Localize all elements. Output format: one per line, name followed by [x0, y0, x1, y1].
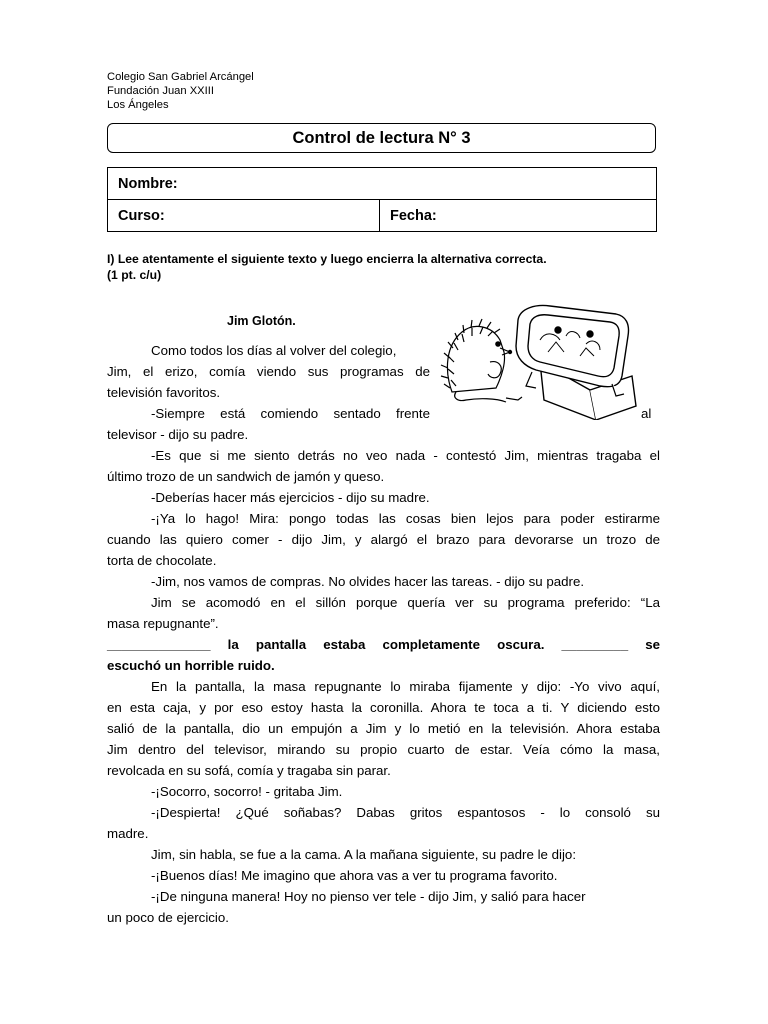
- story-line: televisión favoritos.: [107, 385, 221, 400]
- story-line: -Jim, nos vamos de compras. No olvides hacer las tareas. - dijo su padre.: [151, 574, 585, 589]
- television-icon: [516, 306, 636, 420]
- story-line: en esta caja, y por eso estoy hasta la coronilla. Ahora te toca a ti. Y diciendo esto: [107, 700, 660, 715]
- student-info-table: [107, 167, 657, 232]
- school-header: [107, 70, 254, 112]
- story-line: Jim, sin habla, se fue a la cama. A la mañana siguiente, su padre le dijo:: [151, 847, 577, 862]
- story-line: un poco de ejercicio.: [107, 910, 229, 925]
- nombre-field[interactable]: Nombre:: [108, 168, 657, 200]
- story-line: masa repugnante”.: [107, 616, 219, 631]
- story-line: revolcada en su sofá, comía y tragaba sin parar.: [107, 763, 391, 778]
- instructions-line-2: (1 pt. c/u): [107, 267, 162, 282]
- story-line: Como todos los días al volver del colegio,: [151, 343, 397, 358]
- story-line: torta de chocolate.: [107, 553, 217, 568]
- story-line: televisor - dijo su padre.: [107, 427, 249, 442]
- instructions: [107, 252, 657, 283]
- story-line: Jim, el erizo, comía viendo sus programas de: [107, 364, 430, 379]
- instructions-line-1: I) Lee atentamente el siguiente texto y luego encierra la alternativa correcta.: [107, 252, 547, 266]
- story-line-fill-blank: escuchó un horrible ruido.: [107, 658, 275, 673]
- story-line: -¡Ya lo hago! Mira: pongo todas las cosas bien lejos para poder estirarme: [151, 511, 660, 526]
- story-line: cuando las quiero comer - dijo Jim, y alargó el brazo para devorarse un trozo de: [107, 532, 660, 547]
- story-line: Jim dentro del televisor, mirando su propio cuarto de estar. Veía cómo la masa,: [107, 742, 660, 757]
- story-line: salió de la pantalla, dio un empujón a Jim y lo metió en la televisión. Ahora estaba: [107, 721, 660, 736]
- story-line: Jim se acomodó en el sillón porque quería ver su programa preferido: “La: [151, 595, 660, 610]
- story-line: -¡Despierta! ¿Qué soñabas? Dabas gritos espantosos - lo consoló su: [151, 805, 660, 820]
- foundation-name: Fundación Juan XXIII: [107, 85, 214, 97]
- story-line: -¡Buenos días! Me imagino que ahora vas a ver tu programa favorito.: [151, 868, 558, 883]
- fecha-field[interactable]: Fecha:: [380, 200, 657, 232]
- story-line: -Siempre está comiendo sentado frente: [151, 406, 430, 421]
- curso-field[interactable]: Curso:: [108, 200, 380, 232]
- story-line-fill-blank: ______________ la pantalla estaba completamente oscura. _________ se: [107, 637, 660, 652]
- title-box: [107, 123, 656, 153]
- story-line: -Es que si me siento detrás no veo nada - contestó Jim, mientras tragaba el: [151, 448, 660, 463]
- story-line: -Deberías hacer más ejercicios - dijo su madre.: [151, 490, 430, 505]
- story-line: -¡De ninguna manera! Hoy no pienso ver tele - dijo Jim, y salió para hacer: [151, 889, 586, 904]
- story-line: al: [641, 406, 652, 421]
- story-title: Jim Glotón.: [227, 314, 296, 328]
- story-line: En la pantalla, la masa repugnante lo miraba fijamente y dijo: -Yo vivo aquí,: [151, 679, 660, 694]
- school-name: Colegio San Gabriel Arcángel: [107, 71, 254, 83]
- hedgehog-icon: [441, 319, 522, 402]
- story-line: madre.: [107, 826, 149, 841]
- story-line: -¡Socorro, socorro! - gritaba Jim.: [151, 784, 343, 799]
- city-name: Los Ángeles: [107, 99, 169, 111]
- hedgehog-tv-illustration: [440, 300, 640, 420]
- page-title: Control de lectura N° 3: [292, 128, 471, 147]
- story-line: último trozo de un sandwich de jamón y queso.: [107, 469, 385, 484]
